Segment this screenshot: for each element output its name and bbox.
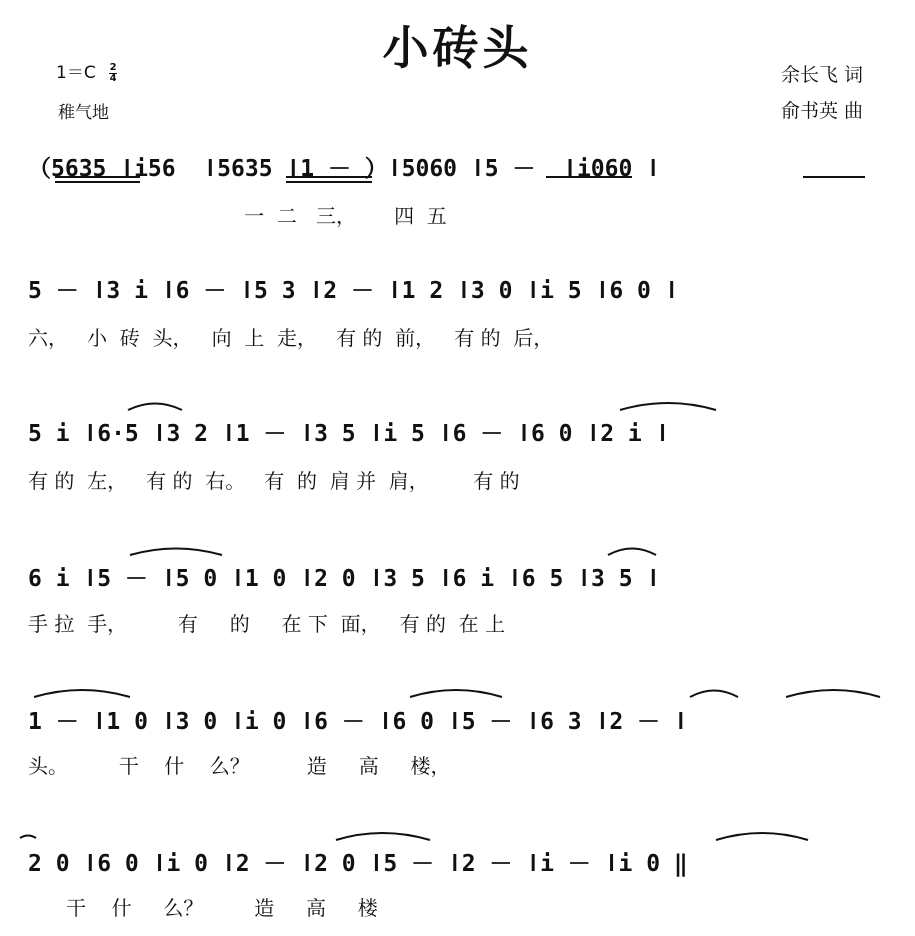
time-signature-top: 2 xyxy=(109,62,117,73)
tie xyxy=(20,836,36,839)
lyrics-line-2: 六， 小 砖 头， 向 上 走， 有 的 前， 有 的 后， xyxy=(28,326,554,350)
tie xyxy=(620,403,716,410)
time-signature-bottom: 4 xyxy=(109,73,117,84)
time-signature xyxy=(109,63,117,83)
notation-line-3: 5 i ǀ6·5 ǀ3 2 ǀ1 － ǀ3 5 ǀi 5 ǀ6 － ǀ6 0 ǀ2 i ǀ xyxy=(28,421,670,447)
tie xyxy=(34,690,130,697)
lyrics-line-1: 一 二 三， 四 五 xyxy=(28,204,447,228)
tie xyxy=(690,691,738,698)
lyrics-line-3: 有 的 左， 有 的 右。 有 的 肩 并 肩， 有 的 xyxy=(28,469,520,493)
tempo-marking: 稚气地 xyxy=(58,103,109,123)
tie xyxy=(336,833,430,840)
notation-line-5: 1 － ǀ1 0 ǀ3 0 ǀi 0 ǀ6 － ǀ6 0 ǀ5 － ǀ6 3 ǀ2 － ǀ xyxy=(28,709,688,735)
tie xyxy=(410,690,502,697)
tie xyxy=(128,404,182,411)
notation-line-4: 6 i ǀ5 － ǀ5 0 ǀ1 0 ǀ2 0 ǀ3 5 ǀ6 i ǀ6 5 ǀ3 5 ǀ xyxy=(28,566,661,592)
tie xyxy=(786,690,880,697)
notation-line-6: 2 0 ǀ6 0 ǀi 0 ǀ2 － ǀ2 0 ǀ5 － ǀ2 － ǀi － ǀi 0 ‖ xyxy=(28,851,688,877)
key-signature xyxy=(56,58,117,83)
lyrics-line-5: 头。 干 什 么？ 造 高 楼， xyxy=(28,754,451,778)
tie xyxy=(608,549,656,556)
lyricist-credit: 余长飞 词 xyxy=(780,64,863,86)
lyrics-line-6: 干 什 么？ 造 高 楼 xyxy=(28,896,378,920)
composer-credit: 俞书英 曲 xyxy=(780,100,863,122)
key-text: 1＝C xyxy=(56,63,96,83)
notation-line-1: （5635 ǀi56 ǀ5635 ǀ1 － ）ǀ5060 ǀ5 － ǀi060 ǀ xyxy=(28,156,661,182)
tie xyxy=(130,549,222,556)
notation-line-2: 5 － ǀ3 i ǀ6 － ǀ5 3 ǀ2 － ǀ1 2 ǀ3 0 ǀi 5 ǀ6 0 ǀ xyxy=(28,278,679,304)
lyrics-line-4: 手 拉 手， 有 的 在 下 面， 有 的 在 上 xyxy=(28,612,506,636)
song-title: 小砖头 xyxy=(382,21,533,75)
tie xyxy=(716,833,808,840)
